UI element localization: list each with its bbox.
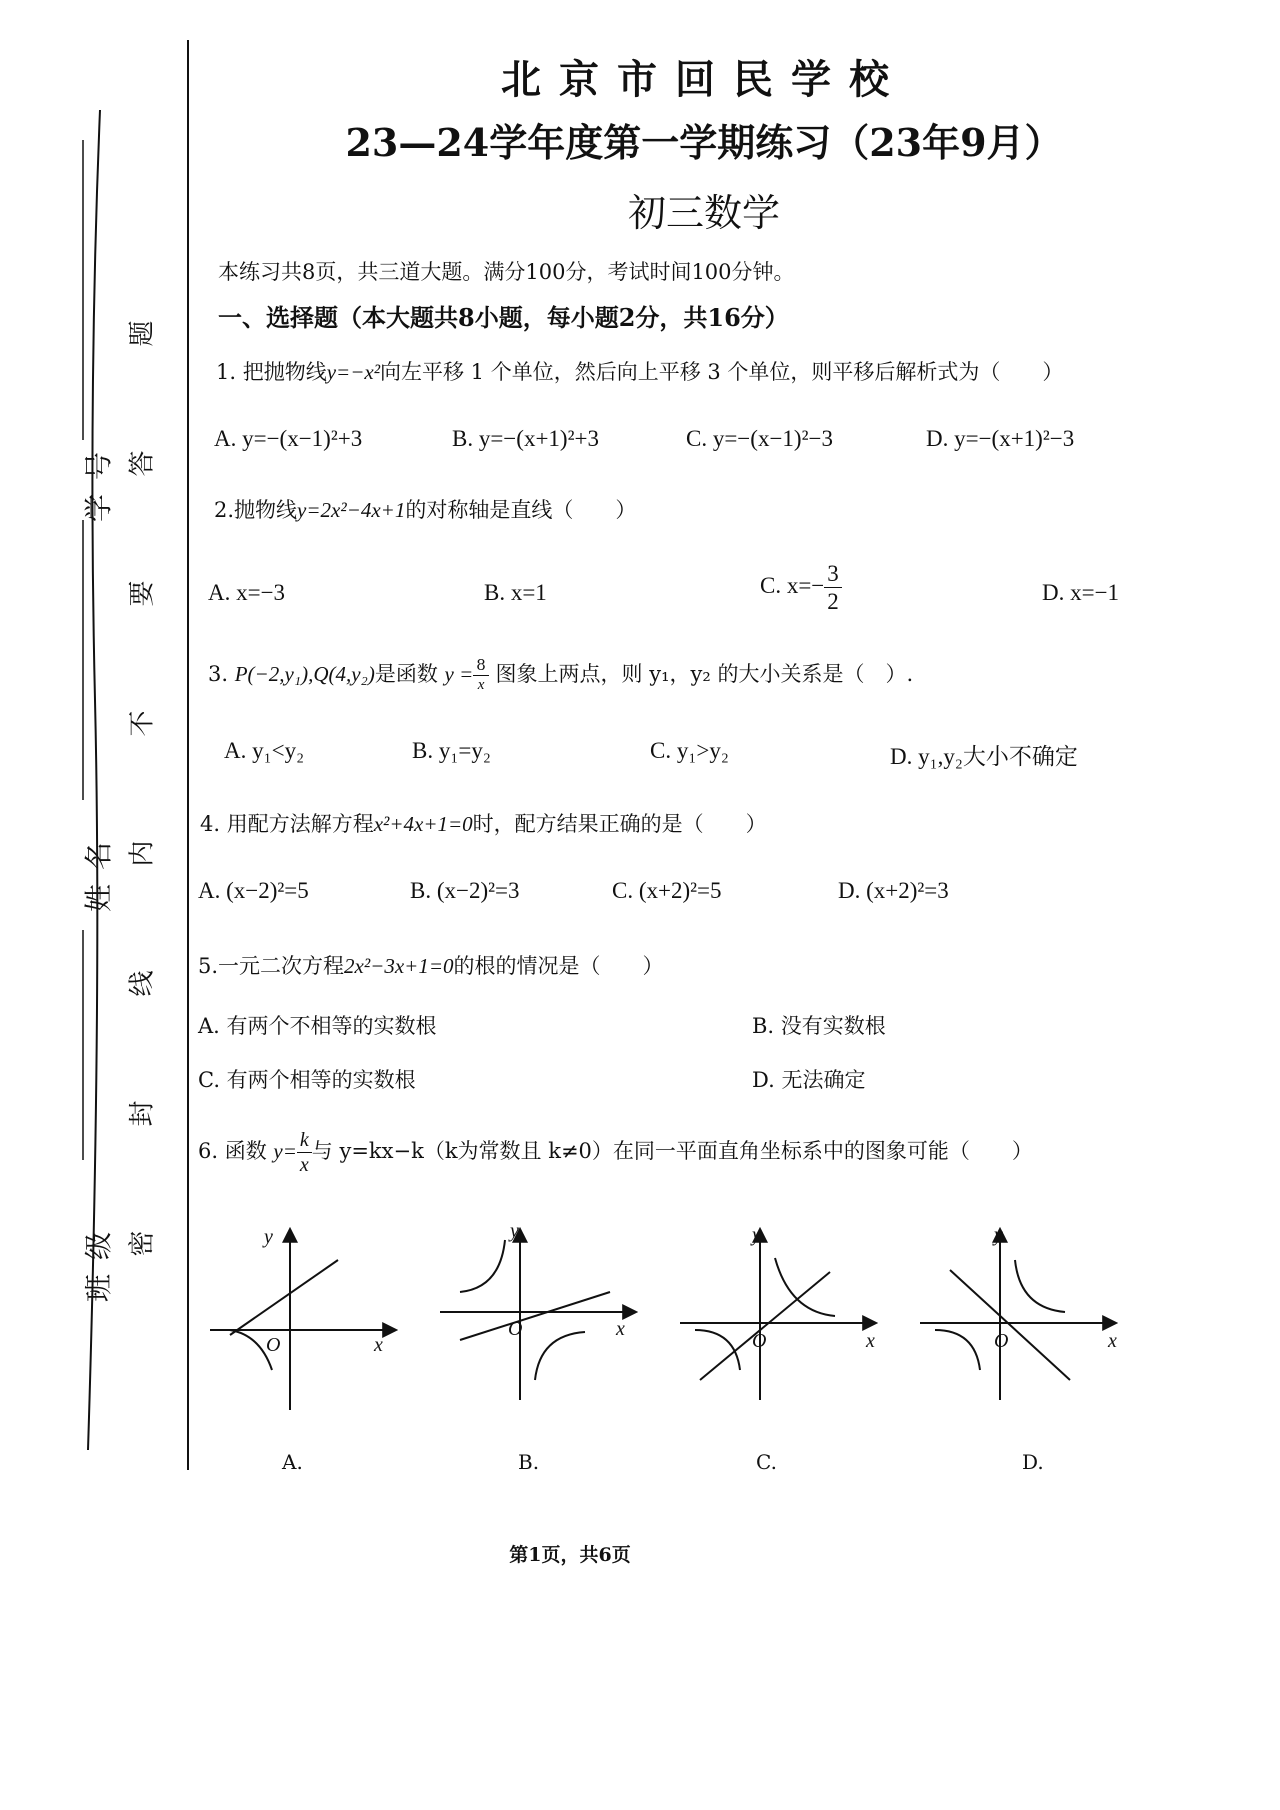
q5-option-c[interactable]: C. 有两个相等的实数根 bbox=[198, 1068, 416, 1092]
seal-char: 不 bbox=[127, 710, 158, 737]
q6-option-a[interactable]: A. bbox=[282, 1450, 303, 1474]
intro-text: 本练习共8页，共三道大题。满分100分，考试时间100分钟。 bbox=[218, 260, 795, 284]
axis-x-label: x bbox=[616, 1318, 625, 1340]
class-label: 班级 bbox=[82, 1217, 116, 1303]
student-id-label: 学号 bbox=[82, 437, 116, 523]
question-4: 4. 用配方法解方程x²+4x+1=0时，配方结果正确的是（ ） bbox=[200, 812, 767, 836]
q3-option-c[interactable]: C. y₁>y₂ bbox=[650, 738, 729, 763]
q4-option-b[interactable]: B. (x−2)²=3 bbox=[410, 878, 520, 903]
q3-option-a[interactable]: A. y₁<y₂ bbox=[224, 738, 305, 763]
seal-char: 内 bbox=[127, 840, 158, 867]
school-title: 北京市回民学校 bbox=[501, 56, 907, 103]
axis-y-label: y bbox=[510, 1220, 519, 1242]
q5-option-b[interactable]: B. 没有实数根 bbox=[752, 1014, 886, 1038]
q6-graphs bbox=[200, 1220, 1160, 1420]
q5-option-d[interactable]: D. 无法确定 bbox=[752, 1068, 866, 1092]
axis-y-label: y bbox=[994, 1224, 1003, 1246]
q4-option-c[interactable]: C. (x+2)²=5 bbox=[612, 878, 722, 903]
axis-y-label: y bbox=[752, 1224, 761, 1246]
q2-option-d[interactable]: D. x=−1 bbox=[1042, 580, 1120, 605]
axis-x-label: x bbox=[866, 1330, 875, 1352]
seal-char: 密 bbox=[127, 1230, 158, 1257]
graph-b bbox=[440, 1230, 635, 1400]
origin-label: O bbox=[752, 1330, 767, 1352]
graph-d bbox=[920, 1230, 1115, 1400]
q1-option-d[interactable]: D. y=−(x+1)²−3 bbox=[926, 426, 1075, 451]
section-heading: 一、选择题（本大题共8小题，每小题2分，共16分） bbox=[218, 303, 789, 332]
seal-char: 线 bbox=[127, 970, 158, 997]
q1-option-a[interactable]: A. y=−(x−1)²+3 bbox=[214, 426, 363, 451]
q3-option-d[interactable]: D. y₁,y₂大小不确定 bbox=[890, 744, 1078, 769]
q1-option-b[interactable]: B. y=−(x+1)²+3 bbox=[452, 426, 599, 451]
subject-title: 初三数学 bbox=[627, 191, 780, 235]
axis-x-label: x bbox=[1108, 1330, 1117, 1352]
question-5: 5.一元二次方程2x²−3x+1=0的根的情况是（ ） bbox=[198, 954, 664, 978]
name-label: 姓名 bbox=[82, 827, 116, 913]
q4-option-d[interactable]: D. (x+2)²=3 bbox=[838, 878, 949, 903]
q5-option-a[interactable]: A. 有两个不相等的实数根 bbox=[198, 1014, 437, 1038]
seal-char: 答 bbox=[127, 450, 158, 477]
q2-option-b[interactable]: B. x=1 bbox=[484, 580, 547, 605]
q6-option-b[interactable]: B. bbox=[518, 1450, 540, 1474]
origin-label: O bbox=[508, 1318, 523, 1340]
seal-char: 封 bbox=[127, 1100, 158, 1127]
page-footer: 第1页，共6页 bbox=[509, 1544, 631, 1566]
question-1: 1. 把抛物线y=−x²向左平移 1 个单位，然后向上平移 3 个单位，则平移后解析式为（ ） bbox=[216, 360, 1064, 384]
question-6: 6. 函数 y= $\frac{k}{x}$ 与 y=kx−k（k为常数且 k≠0）在同一平面直角坐标系中的图象可能（ ） bbox=[198, 1129, 1033, 1176]
seal-char: 要 bbox=[127, 580, 158, 607]
graph-a bbox=[210, 1230, 395, 1410]
graph-c bbox=[680, 1230, 875, 1400]
q1-option-c[interactable]: C. y=−(x−1)²−3 bbox=[686, 426, 833, 451]
axis-x-label: x bbox=[374, 1334, 383, 1356]
q6-option-d[interactable]: D. bbox=[1022, 1450, 1044, 1474]
term-title: 23—24学年度第一学期练习（23年9月） bbox=[345, 120, 1063, 165]
q6-option-c[interactable]: C. bbox=[756, 1450, 777, 1474]
origin-label: O bbox=[994, 1330, 1009, 1352]
question-3: 3. P(−2,y₁),Q(4,y₂)是函数 y = $\frac{8}{x}$ 图象上两点，则 y₁，y₂ 的大小关系是（ ）. bbox=[208, 656, 914, 693]
q4-option-a[interactable]: A. (x−2)²=5 bbox=[198, 878, 309, 903]
origin-label: O bbox=[266, 1334, 281, 1356]
q2-option-a[interactable]: A. x=−3 bbox=[208, 580, 286, 605]
q3-option-b[interactable]: B. y₁=y₂ bbox=[412, 738, 491, 763]
axis-y-label: y bbox=[264, 1226, 273, 1248]
question-2: 2.抛物线y=2x²−4x+1的对称轴是直线（ ） bbox=[214, 498, 637, 522]
seal-char: 题 bbox=[127, 320, 158, 347]
q2-option-c[interactable]: C. x=− $\frac{3}{2}$ bbox=[760, 562, 842, 613]
